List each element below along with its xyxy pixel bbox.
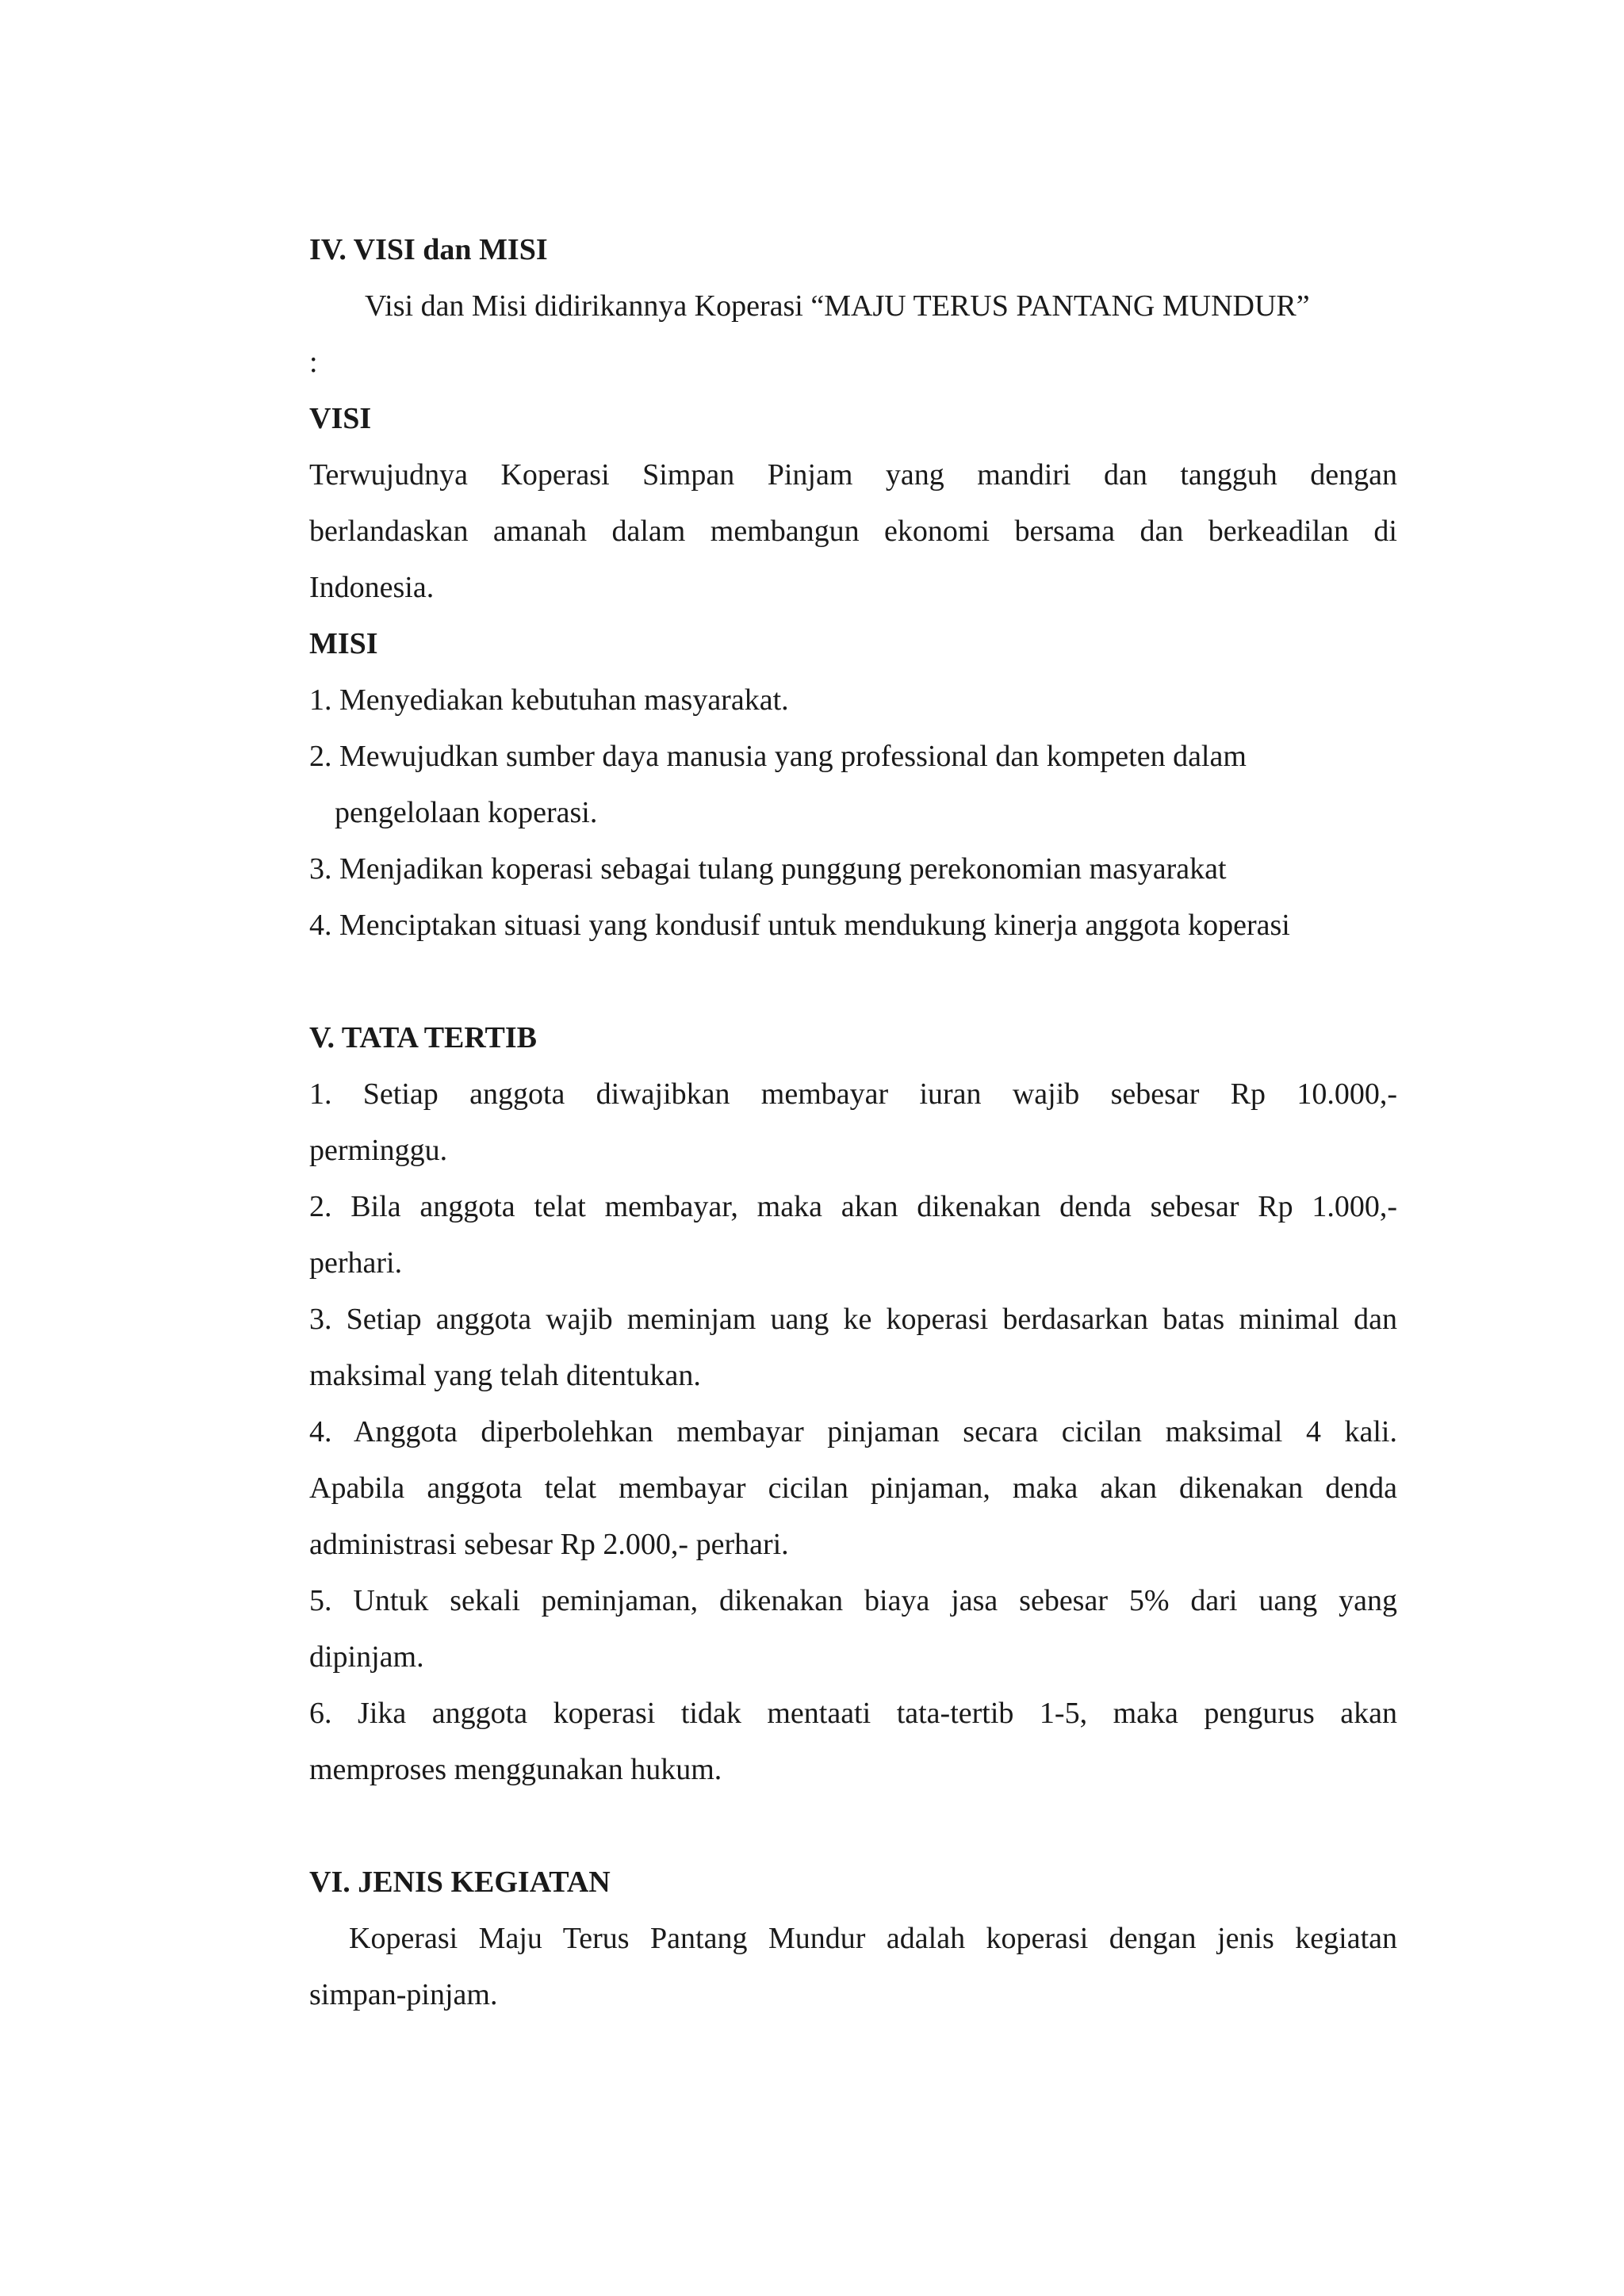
tata-tertib-line: dipinjam. xyxy=(309,1640,424,1674)
jenis-kegiatan-line: simpan-pinjam. xyxy=(309,1978,498,2011)
document-page xyxy=(309,222,1397,2023)
misi-item-3: 3. Menjadikan koperasi sebagai tulang punggung perekonomian masyarakat xyxy=(309,852,1227,886)
visi-line: Terwujudnya Koperasi Simpan Pinjam yang mandiri dan tangguh dengan xyxy=(309,458,1397,492)
section-heading-jenis-kegiatan: VI. JENIS KEGIATAN xyxy=(309,1866,611,1899)
tata-tertib-line: 3. Setiap anggota wajib meminjam uang ke koperasi berdasarkan batas minimal dan xyxy=(309,1303,1397,1336)
misi-item-2-cont: pengelolaan koperasi. xyxy=(335,796,598,829)
tata-tertib-line: maksimal yang telah ditentukan. xyxy=(309,1359,701,1392)
visi-misi-intro: Visi dan Misi didirikannya Koperasi “MAJU TERUS PANTANG MUNDUR” xyxy=(365,289,1310,323)
section-heading-visi-misi: IV. VISI dan MISI xyxy=(309,233,548,266)
tata-tertib-line: perminggu. xyxy=(309,1134,448,1167)
tata-tertib-line: perhari. xyxy=(309,1246,403,1280)
visi-line: Indonesia. xyxy=(309,571,435,604)
tata-tertib-line: 1. Setiap anggota diwajibkan membayar iuran wajib sebesar Rp 10.000,- xyxy=(309,1077,1397,1111)
visi-line: berlandaskan amanah dalam membangun ekonomi bersama dan berkeadilan di xyxy=(309,515,1397,548)
misi-item-2: 2. Mewujudkan sumber daya manusia yang professional dan kompeten dalam xyxy=(309,740,1247,773)
tata-tertib-line: memproses menggunakan hukum. xyxy=(309,1753,722,1786)
tata-tertib-line: 6. Jika anggota koperasi tidak mentaati tata-tertib 1-5, maka pengurus akan xyxy=(309,1697,1397,1730)
misi-title: MISI xyxy=(309,627,378,660)
tata-tertib-line: administrasi sebesar Rp 2.000,- perhari. xyxy=(309,1528,789,1561)
misi-item-4: 4. Menciptakan situasi yang kondusif untuk mendukung kinerja anggota koperasi xyxy=(309,909,1290,942)
section-heading-tata-tertib: V. TATA TERTIB xyxy=(309,1021,537,1054)
visi-title: VISI xyxy=(309,402,372,435)
tata-tertib-line: Apabila anggota telat membayar cicilan pinjaman, maka akan dikenakan denda xyxy=(309,1471,1397,1505)
tata-tertib-line: 5. Untuk sekali peminjaman, dikenakan biaya jasa sebesar 5% dari uang yang xyxy=(309,1584,1397,1617)
misi-item-1: 1. Menyediakan kebutuhan masyarakat. xyxy=(309,683,789,717)
tata-tertib-line: 4. Anggota diperbolehkan membayar pinjaman secara cicilan maksimal 4 kali. xyxy=(309,1415,1397,1448)
visi-misi-intro-colon: : xyxy=(309,346,318,379)
jenis-kegiatan-line: Koperasi Maju Terus Pantang Mundur adalah koperasi dengan jenis kegiatan xyxy=(349,1922,1397,1955)
tata-tertib-line: 2. Bila anggota telat membayar, maka akan dikenakan denda sebesar Rp 1.000,- xyxy=(309,1190,1397,1223)
